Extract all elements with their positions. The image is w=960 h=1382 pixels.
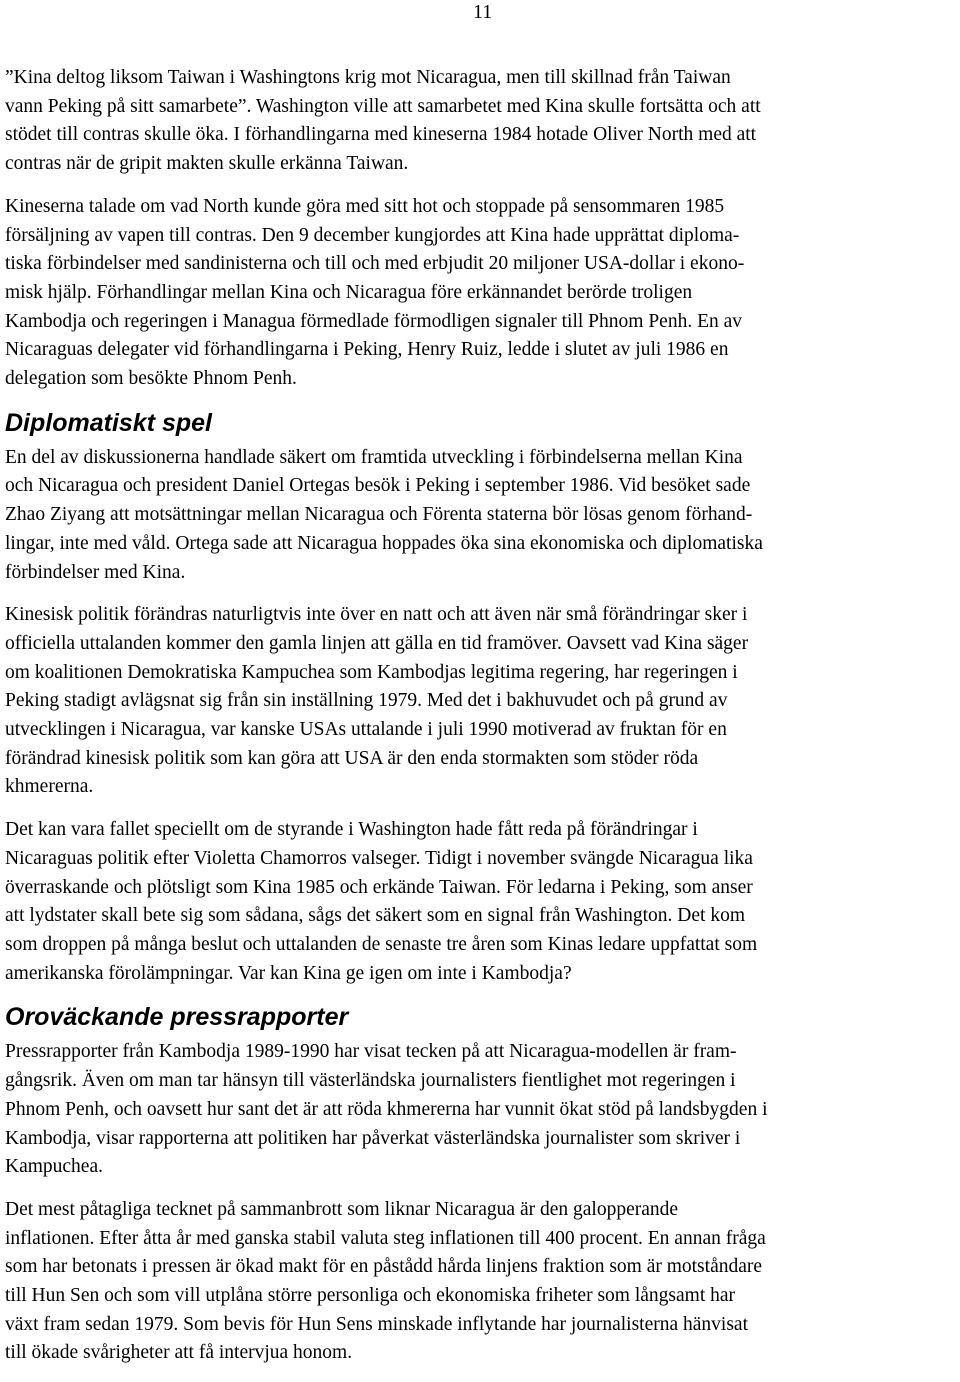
section-heading: Diplomatiskt spel (5, 408, 212, 437)
text-line: till Hun Sen och som vill utplåna större personliga och ekonomiska friheter som långsamt har (5, 1285, 736, 1307)
text-line: Zhao Ziyang att motsättningar mellan Nicaragua och Förenta staterna bör lösas genom förhand- (5, 504, 753, 526)
text-line: inflationen. Efter åtta år med ganska stabil valuta steg inflationen till 400 procent. En annan fråga (5, 1227, 766, 1249)
text-line: utvecklingen i Nicaragua, var kanske USAs uttalande i juli 1990 motiverad av fruktan för en (5, 719, 727, 741)
text-line: gångsrik. Även om man tar hänsyn till västerländska journalisters fientlighet mot regeringen i (5, 1070, 736, 1092)
text-line: Det kan vara fallet speciellt om de styrande i Washington hade fått reda på förändringar i (5, 819, 698, 841)
text-line: förbindelser med Kina. (5, 561, 186, 583)
paragraph (5, 64, 955, 179)
page-number: 11 (473, 1, 493, 23)
text-line: Peking stadigt avlägsnat sig från sin inställning 1979. Med det i bakhuvudet och på grund av (5, 690, 728, 712)
text-line: Kambodja och regeringen i Managua förmedlade förmodligen signaler till Phnom Penh. En av (5, 310, 743, 332)
document-body (5, 64, 955, 1382)
text-line: Kampuchea. (5, 1156, 103, 1178)
text-line: Pressrapporter från Kambodja 1989-1990 har visat tecken på att Nicaragua-modellen är fram- (5, 1041, 737, 1063)
paragraph (5, 1038, 955, 1182)
text-line: Phnom Penh, och oavsett hur sant det är att röda khmererna har vunnit ökat stöd på landsbygden i (5, 1098, 768, 1120)
text-line: Nicaraguas delegater vid förhandlingarna i Peking, Henry Ruiz, ledde i slutet av juli 1986 en (5, 339, 729, 361)
text-line: delegation som besökte Phnom Penh. (5, 368, 297, 390)
text-line: Kinesisk politik förändras naturligtvis inte över en natt och att även när små förändringar sker i (5, 604, 748, 626)
text-line: officiella uttalanden kommer den gamla linjen att gälla en tid framöver. Oavsett vad Kina säger (5, 632, 749, 654)
section-heading: Oroväckande pressrapporter (5, 1003, 349, 1032)
text-line: khmererna. (5, 776, 94, 798)
text-line: att lydstater skall bete sig som sådana, sågs det säkert som en signal från Washington. Det kom (5, 905, 746, 927)
paragraph (5, 816, 955, 988)
text-line: förändrad kinesisk politik som kan göra att USA är den enda stormakten som stöder röda (5, 747, 699, 769)
paragraph (5, 601, 955, 802)
text-line: Kambodja, visar rapporterna att politiken har påverkat västerländska journalister som skriver i (5, 1127, 741, 1149)
text-line: om koalitionen Demokratiska Kampuchea som Kambodjas legitima regering, har regeringen i (5, 661, 738, 683)
text-line: försäljning av vapen till contras. Den 9 december kungjordes att Kina hade upprättat diploma- (5, 224, 740, 246)
text-line: lingar, inte med våld. Ortega sade att Nicaragua hoppades öka sina ekonomiska och diplomatiska (5, 532, 763, 554)
text-line: och Nicaragua och president Daniel Ortegas besök i Peking i september 1986. Vid besöket sade (5, 475, 751, 497)
text-line: amerikanska förolämpningar. Var kan Kina ge igen om inte i Kambodja? (5, 962, 572, 984)
text-line: tiska förbindelser med sandinisterna och till och med erbjudit 20 miljoner USA-dollar i ekono- (5, 253, 745, 275)
text-line: växt fram sedan 1979. Som bevis för Hun Sens minskade inflytande har journalisterna hänvisat (5, 1313, 748, 1335)
text-line: contras när de gripit makten skulle erkänna Taiwan. (5, 153, 409, 175)
text-line: som droppen på många beslut och uttalanden de senaste tre åren som Kinas ledare uppfattat som (5, 933, 758, 955)
text-line: som har betonats i pressen är ökad makt för en påstådd hårda linjens fraktion som är motståndare (5, 1256, 763, 1278)
text-line: överraskande och plötsligt som Kina 1985 och erkände Taiwan. För ledarna i Peking, som anser (5, 876, 753, 898)
text-line: Nicaraguas politik efter Violetta Chamorros valseger. Tidigt i november svängde Nicaragua lika (5, 847, 753, 869)
text-line: vann Peking på sitt samarbete”. Washington ville att samarbetet med Kina skulle fortsätta och att (5, 95, 761, 117)
paragraph (5, 1196, 955, 1368)
text-line: ”Kina deltog liksom Taiwan i Washingtons krig mot Nicaragua, men till skillnad från Taiwan (5, 67, 731, 88)
text-line: En del av diskussionerna handlade säkert om framtida utveckling i förbindelserna mellan Kina (5, 446, 743, 468)
text-line: stödet till contras skulle öka. I förhandlingarna med kineserna 1984 hotade Oliver North med att (5, 124, 757, 146)
text-line: till ökade svårigheter att få intervjua honom. (5, 1342, 353, 1364)
paragraph (5, 444, 955, 588)
text-line: Det mest påtagliga tecknet på sammanbrott som liknar Nicaragua är den galopperande (5, 1198, 679, 1220)
text-line: Kineserna talade om vad North kunde göra med sitt hot och stoppade på sensommaren 1985 (5, 195, 725, 217)
text-line: misk hjälp. Förhandlingar mellan Kina och Nicaragua före erkännandet berörde troligen (5, 281, 693, 303)
paragraph (5, 193, 955, 394)
